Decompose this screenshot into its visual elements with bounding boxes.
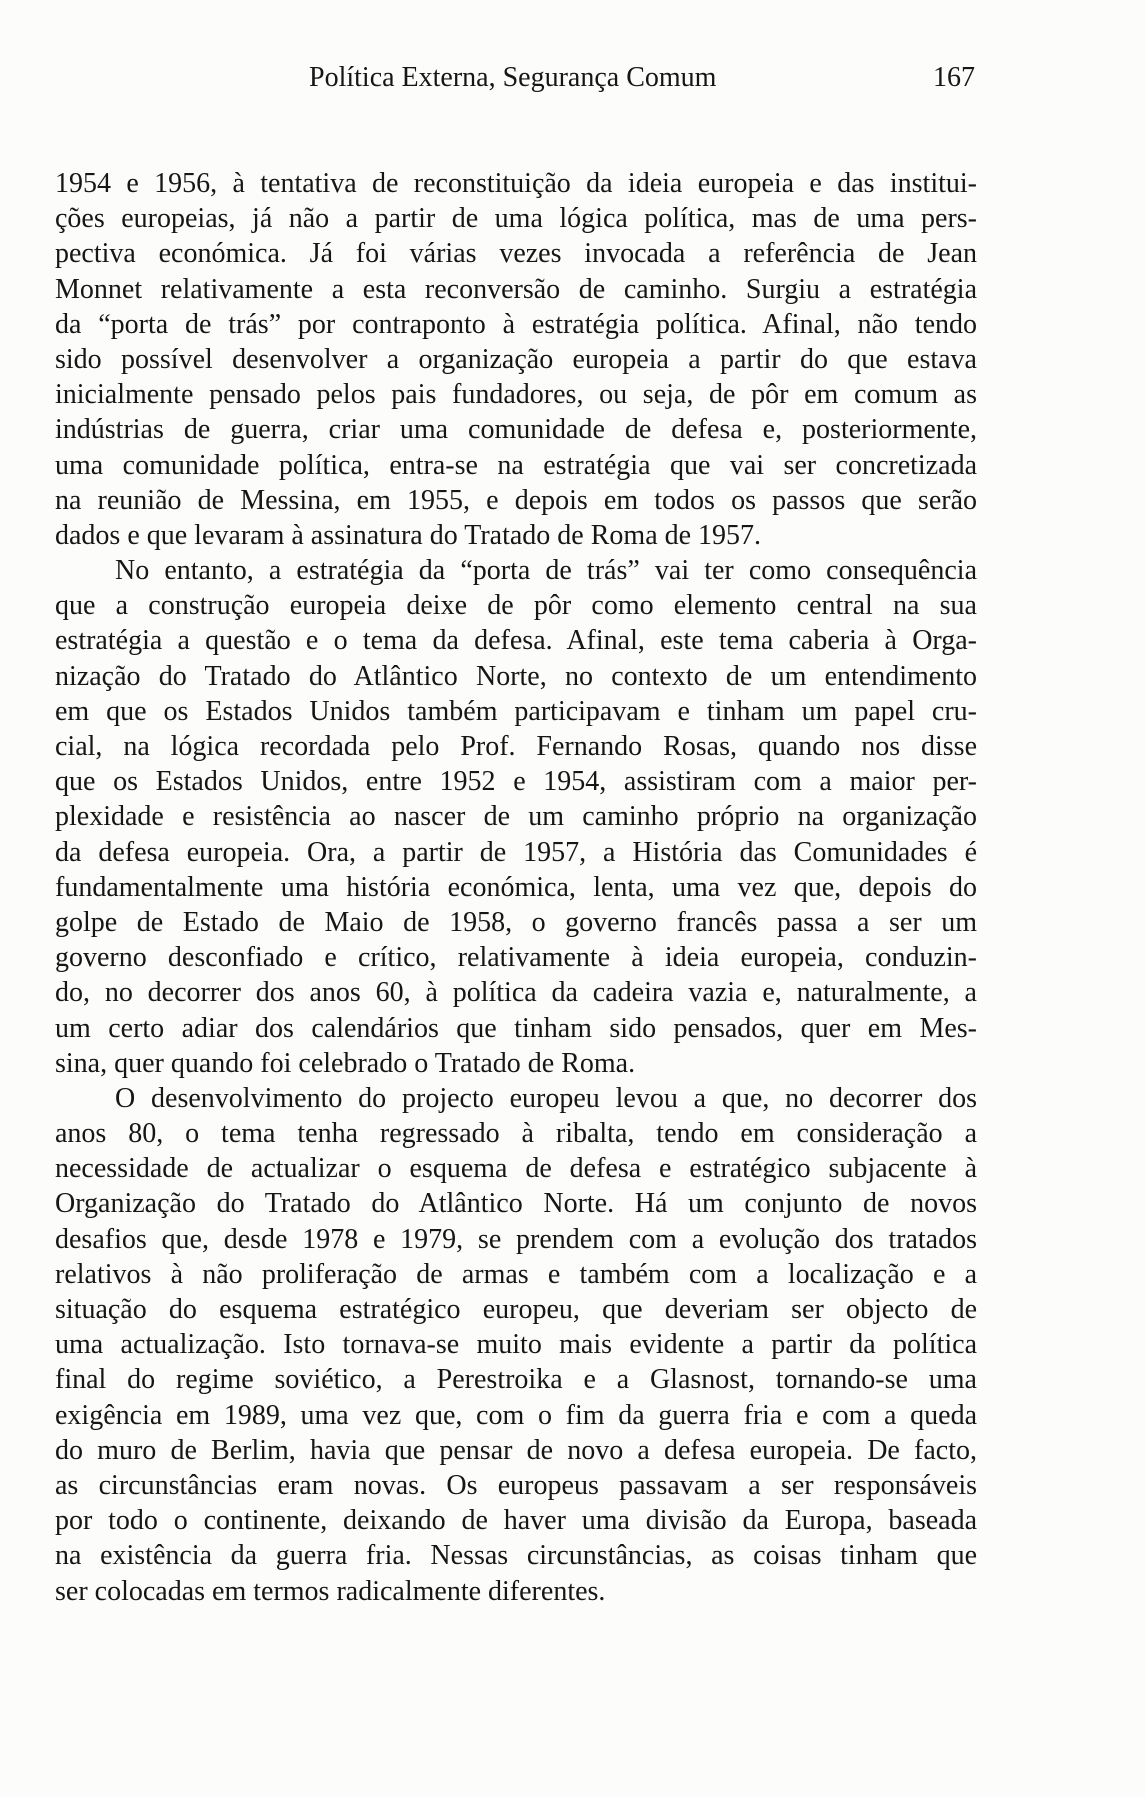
- text-line: as circunstâncias eram novas. Os europeus passavam a ser responsáveis: [55, 1469, 977, 1501]
- text-line: ser colocadas em termos radicalmente diferentes.: [55, 1575, 606, 1607]
- page-number: 167: [933, 62, 975, 93]
- text-line: na reunião de Messina, em 1955, e depois em todos os passos que serão: [55, 484, 977, 516]
- text-line: sina, quer quando foi celebrado o Tratado de Roma.: [55, 1047, 636, 1079]
- text-line: fundamentalmente uma história económica, lenta, uma vez que, depois do: [55, 871, 977, 903]
- text-line: nização do Tratado do Atlântico Norte, no contexto de um entendimento: [55, 660, 977, 692]
- text-line: Organização do Tratado do Atlântico Norte. Há um conjunto de novos: [55, 1188, 977, 1220]
- running-title: Política Externa, Segurança Comum: [309, 62, 717, 93]
- text-line: sido possível desenvolver a organização europeia a partir do que estava: [55, 343, 977, 375]
- text-line: O desenvolvimento do projecto europeu levou a que, no decorrer dos: [115, 1082, 977, 1114]
- text-line: por todo o continente, deixando de haver uma divisão da Europa, baseada: [55, 1505, 977, 1537]
- paragraph: [55, 1081, 977, 1609]
- text-line: que os Estados Unidos, entre 1952 e 1954, assistiram com a maior per-: [55, 766, 977, 798]
- text-line: No entanto, a estratégia da “porta de trás” vai ter como consequência: [115, 555, 977, 587]
- text-line: 1954 e 1956, à tentativa de reconstituição da ideia europeia e das institui-: [55, 168, 977, 199]
- text-line: uma actualização. Isto tornava-se muito mais evidente a partir da política: [55, 1329, 977, 1361]
- text-line: plexidade e resistência ao nascer de um caminho próprio na organização: [55, 801, 977, 833]
- text-line: governo desconfiado e crítico, relativamente à ideia europeia, conduzin-: [55, 942, 977, 974]
- text-line: golpe de Estado de Maio de 1958, o governo francês passa a ser um: [55, 906, 977, 938]
- text-line: um certo adiar dos calendários que tinham sido pensados, quer em Mes-: [55, 1012, 977, 1044]
- text-line: ções europeias, já não a partir de uma lógica política, mas de uma pers-: [55, 203, 977, 235]
- text-line: que a construção europeia deixe de pôr como elemento central na sua: [55, 590, 977, 622]
- running-head: [0, 60, 1145, 96]
- text-line: cial, na lógica recordada pelo Prof. Fernando Rosas, quando nos disse: [55, 731, 977, 762]
- text-line: uma comunidade política, entra-se na estratégia que vai ser concretizada: [55, 449, 977, 481]
- text-line: estratégia a questão e o tema da defesa. Afinal, este tema caberia à Orga-: [55, 625, 977, 657]
- paragraph: [55, 166, 977, 553]
- text-line: do muro de Berlim, havia que pensar de novo a defesa europeia. De facto,: [55, 1434, 977, 1466]
- text-line: dados e que levaram à assinatura do Tratado de Roma de 1957.: [55, 519, 762, 551]
- text-line: na existência da guerra fria. Nessas circunstâncias, as coisas tinham que: [55, 1540, 977, 1572]
- text-line: anos 80, o tema tenha regressado à ribalta, tendo em consideração a: [55, 1118, 977, 1150]
- text-line: do, no decorrer dos anos 60, à política da cadeira vazia e, naturalmente, a: [55, 977, 977, 1009]
- paragraph: [55, 553, 977, 1081]
- text-line: Monnet relativamente a esta reconversão de caminho. Surgiu a estratégia: [55, 273, 977, 305]
- text-line: em que os Estados Unidos também participavam e tinham um papel cru-: [55, 695, 977, 727]
- text-line: desafios que, desde 1978 e 1979, se prendem com a evolução dos tratados: [55, 1223, 977, 1255]
- text-line: necessidade de actualizar o esquema de defesa e estratégico subjacente à: [55, 1153, 977, 1185]
- text-line: relativos à não proliferação de armas e também com a localização e a: [55, 1258, 977, 1290]
- text-line: indústrias de guerra, criar uma comunidade de defesa e, posteriormente,: [55, 414, 977, 446]
- text-line: situação do esquema estratégico europeu, que deveriam ser objecto de: [55, 1294, 977, 1325]
- body-text: [55, 166, 977, 1609]
- text-line: da defesa europeia. Ora, a partir de 1957, a História das Comunidades é: [55, 836, 977, 868]
- text-line: exigência em 1989, uma vez que, com o fim da guerra fria e com a queda: [55, 1399, 977, 1431]
- text-line: da “porta de trás” por contraponto à estratégia política. Afinal, não tendo: [55, 308, 977, 340]
- text-line: pectiva económica. Já foi várias vezes invocada a referência de Jean: [55, 238, 977, 270]
- text-line: inicialmente pensado pelos pais fundadores, ou seja, de pôr em comum as: [55, 379, 977, 411]
- text-line: final do regime soviético, a Perestroika e a Glasnost, tornando-se uma: [55, 1364, 977, 1396]
